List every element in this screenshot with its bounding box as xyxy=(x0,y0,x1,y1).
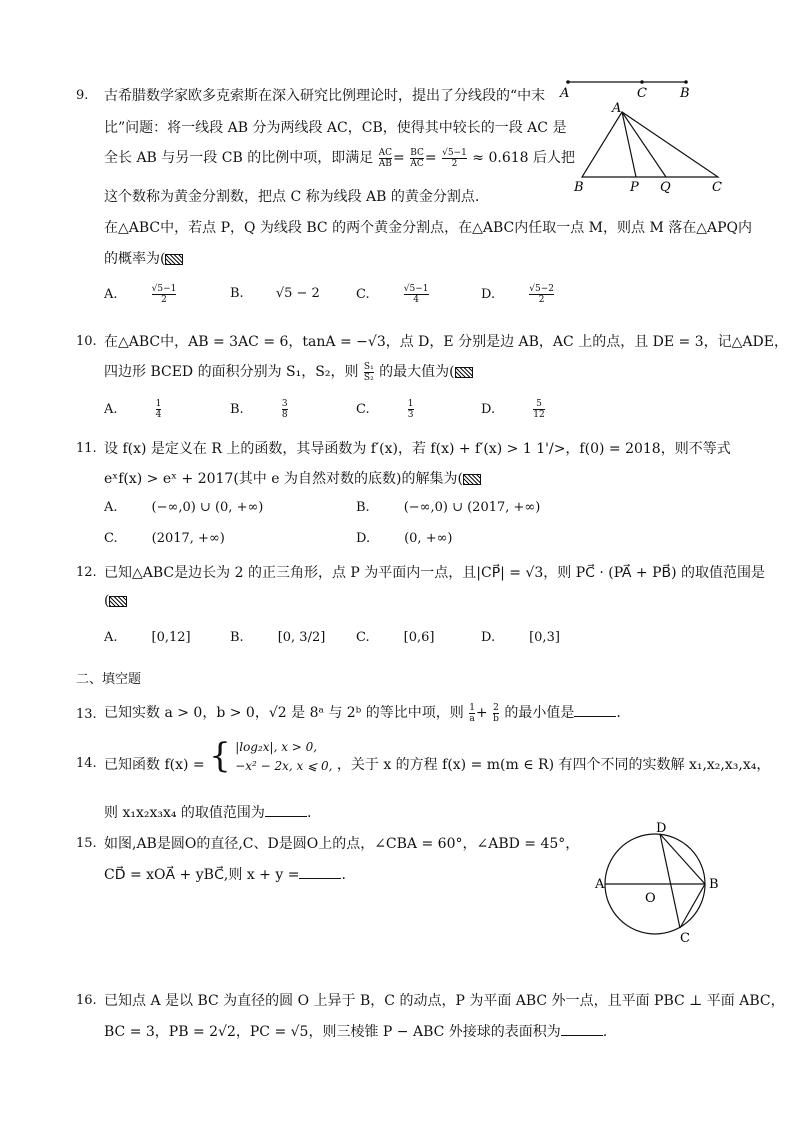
answer-blank[interactable] xyxy=(574,704,616,717)
fraction: $\frac{2}{b}$ xyxy=(493,702,499,724)
q15-number: 15. xyxy=(76,836,97,851)
vertex-b-label: B xyxy=(574,180,584,195)
section-heading: 二、填空题 xyxy=(76,672,142,687)
q10-option-a: A. $\frac{1}{4}$ xyxy=(104,399,162,420)
point-b-label: B xyxy=(680,86,690,101)
answer-blank[interactable] xyxy=(265,804,307,817)
q9-line3: 全长 AB 与另一段 CB 的比例中项，即满足 $\frac{AC}{AB}$ = $\frac{BC}{AC}$ = $\frac{√5-1}{2}$ ≈ 0.618 后人把 xyxy=(104,147,575,169)
circle-b-label: B xyxy=(709,877,719,892)
point-p-label: P xyxy=(630,180,639,195)
q11-option-c: C. (2017, +∞) xyxy=(104,531,225,546)
q13-line1: 已知实数 a > 0，b > 0，√2 是 8ᵃ 与 2ᵇ 的等比中项，则 $\frac{1}{a}$ + $\frac{2}{b}$ 的最小值是 . xyxy=(104,702,621,724)
q12-number: 12. xyxy=(76,565,97,580)
answer-mark xyxy=(165,254,183,265)
q15-line1: 如图,AB是圆O的直径,C、D是圆O上的点，∠CBA = 60°，∠ABD = 45°， xyxy=(104,836,580,852)
vertex-c-label: C xyxy=(712,180,722,195)
q12-line1: 已知△ABC是边长为 2 的正三角形，点 P 为平面内一点，且|CP⃗| = √3，则 PC⃗ · (PA⃗ + PB⃗) 的取值范围是 xyxy=(104,565,766,581)
q10-line1: 在△ABC中，AB = 3AC = 6，tanA = −√3，点 D，E 分别是边 AB，AC 上的点，且 DE = 3，记△ADE， xyxy=(104,334,788,350)
segment-figure xyxy=(556,72,706,102)
answer-mark xyxy=(463,474,481,485)
q12-option-a: A. [0,12] xyxy=(104,630,191,645)
circle-d-label: D xyxy=(656,821,667,836)
q9-line3a: 全长 AB 与另一段 CB 的比例中项，即满足 xyxy=(104,150,374,166)
point-q-label: Q xyxy=(660,180,671,195)
fraction: $\frac{√5-1}{2}$ xyxy=(442,147,467,169)
q12-option-d: D. [0,3] xyxy=(481,630,560,645)
q10-number: 10. xyxy=(76,334,97,349)
q11-option-a: A. (−∞,0) ∪ (0, +∞) xyxy=(104,500,264,515)
triangle-figure xyxy=(568,100,728,195)
circle-a-label: A xyxy=(595,877,605,892)
q9-line1: 古希腊数学家欧多克索斯在深入研究比例理论时，提出了分线段的“中末 xyxy=(104,88,546,104)
answer-mark xyxy=(109,596,127,607)
answer-mark xyxy=(455,367,473,378)
answer-blank[interactable] xyxy=(299,866,341,879)
q15-line2: CD⃗ = xOA⃗ + yBC⃗,则 x + y = . xyxy=(104,867,346,883)
q16-line1: 已知点 A 是以 BC 为直径的圆 O 上异于 B，C 的动点，P 为平面 ABC 外一点，且平面 PBC ⊥ 平面 ABC， xyxy=(104,993,785,1009)
q16-line2: BC = 3，PB = 2√2，PC = √5，则三棱锥 P − ABC 外接球的表面积为 . xyxy=(104,1024,608,1040)
q9-line5: 在△ABC中，若点 P，Q 为线段 BC 的两个黄金分割点，在△ABC内任取一点 M，则点 M 落在△APQ内 xyxy=(104,220,753,236)
q9-line4: 这个数称为黄金分割数，把点 C 称为线段 AB 的黄金分割点. xyxy=(104,189,480,205)
q14-line1: 已知函数 f(x) = { |log₂x|, x > 0, −x² − 2x, x ⩽ 0, ，关于 x 的方程 f(x) = m(m ∈ R) 有四个不同的实数解 x₁,x₂,x₃,x₄， xyxy=(104,736,771,776)
q12-option-b: B. [0, 3/2] xyxy=(230,630,326,645)
q12-line2: ( xyxy=(104,593,127,609)
fraction: $\frac{BC}{AC}$ xyxy=(410,147,424,169)
q11-option-b: B. (−∞,0) ∪ (2017, +∞) xyxy=(356,500,541,515)
point-a-label: A xyxy=(560,86,570,101)
q9-option-b: B. √5 − 2 xyxy=(230,286,320,301)
q14-line2: 则 x₁x₂x₃x₄ 的取值范围为 . xyxy=(104,805,312,821)
q10-line2: 四边形 BCED 的面积分别为 S₁，S₂，则 $\frac{\text{S₁}}{\text{S₂}}$ 的最大值为( xyxy=(104,361,473,383)
answer-blank[interactable] xyxy=(561,1023,603,1036)
q10-option-b: B. $\frac{3}{8}$ xyxy=(230,399,288,420)
q14-number: 14. xyxy=(76,756,97,771)
q9-line6: 的概率为( xyxy=(104,248,183,268)
q9-number: 9. xyxy=(76,88,89,103)
q16-number: 16. xyxy=(76,993,97,1008)
fraction: $\frac{AC}{AB}$ xyxy=(378,147,393,169)
point-c-label: C xyxy=(637,86,647,101)
q11-option-d: D. (0, +∞) xyxy=(356,531,453,546)
q12-option-c: C. [0,6] xyxy=(356,630,435,645)
q10-option-c: C. $\frac{1}{3}$ xyxy=(356,399,414,420)
q9-option-d: D. $\frac{√5-2}{2}$ xyxy=(481,284,554,305)
q11-line1: 设 f(x) 是定义在 R 上的函数，其导函数为 f′(x)，若 f(x) + f′(x) > 1 1'/>，f(0) = 2018，则不等式 xyxy=(104,441,731,457)
q11-number: 11. xyxy=(76,441,97,456)
q9-option-c: C. $\frac{√5-1}{4}$ xyxy=(356,284,429,305)
fraction: $\frac{1}{a}$ xyxy=(469,702,475,724)
q9-line3b: ≈ 0.618 后人把 xyxy=(472,150,575,166)
circle-figure xyxy=(590,820,740,950)
circle-o-label: O xyxy=(645,891,656,906)
q9-option-a: A. $\frac{√5-1}{2}$ xyxy=(104,284,177,305)
q13-number: 13. xyxy=(76,707,97,722)
circle-c-label: C xyxy=(680,931,690,946)
q10-option-d: D. $\frac{5}{12}$ xyxy=(481,399,545,420)
q9-line2: 比”问题：将一线段 AB 分为两线段 AC，CB，使得其中较长的一段 AC 是 xyxy=(104,120,567,136)
fraction: $\frac{\text{S₁}}{\text{S₂}}$ xyxy=(363,361,374,383)
q11-line2: eˣf(x) > eˣ + 2017(其中 e 为自然对数的底数)的解集为( xyxy=(104,468,481,488)
vertex-a-label: A xyxy=(612,101,622,116)
